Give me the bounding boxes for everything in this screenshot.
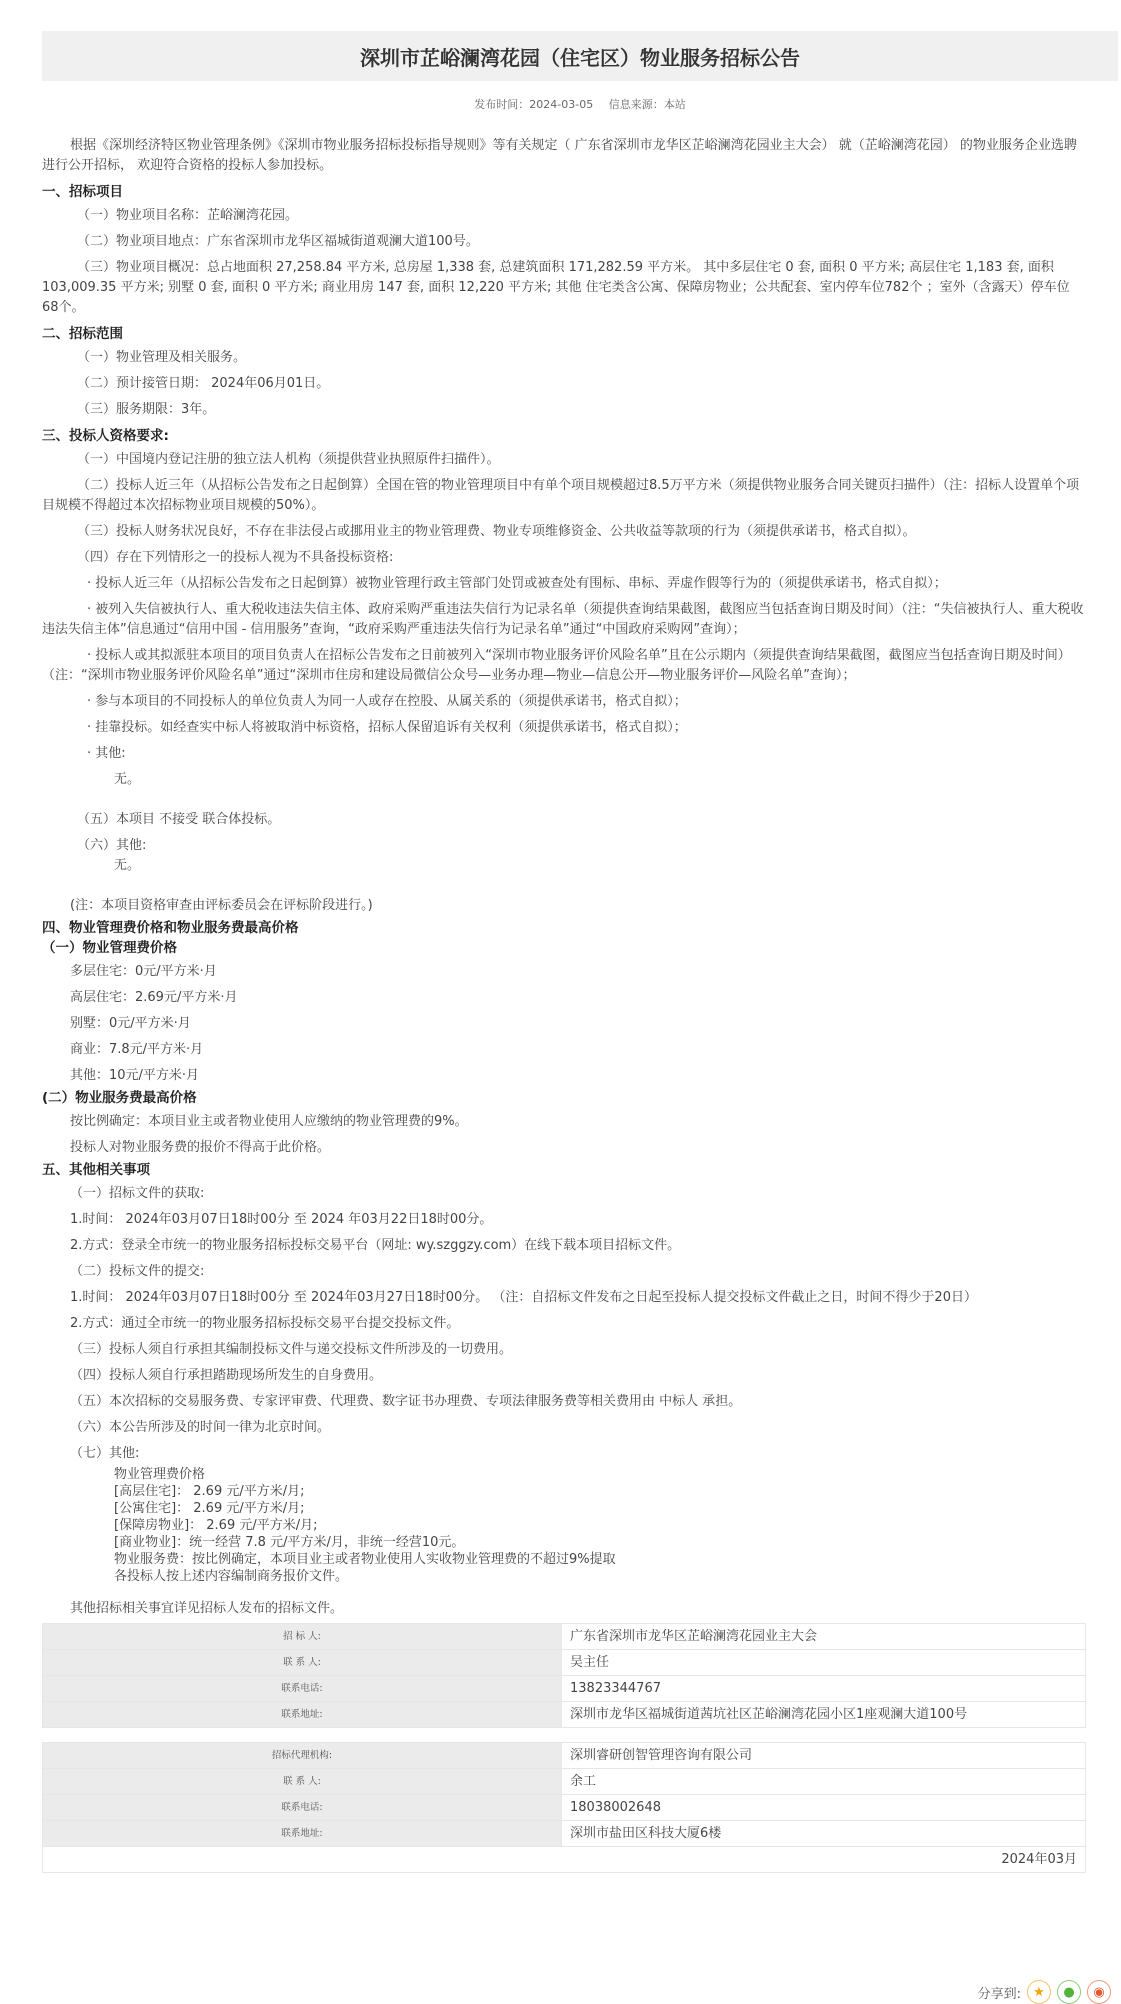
- article-body: [42, 136, 1086, 1873]
- row-value: 余工: [562, 1769, 1086, 1795]
- table-row: [43, 1702, 1086, 1728]
- section-heading-1: 一、招标项目: [42, 184, 123, 200]
- disqualify-bullet: · 挂靠投标。如经查实中标人将被取消中标资格，招标人保留追诉有关权利（须提供承诺书，格式自拟）；: [87, 720, 687, 735]
- row-label: 联 系 人:: [43, 1650, 562, 1676]
- other-line: [公寓住宅]： 2.69 元/平方米/月;: [114, 1501, 305, 1516]
- section-heading-5: 五、其他相关事项: [42, 1162, 150, 1178]
- other-line: [高层住宅]： 2.69 元/平方米/月;: [114, 1484, 305, 1499]
- service-fee-text: 投标人对物业服务费的报价不得高于此价格。: [70, 1140, 331, 1155]
- row-value: 18038002648: [562, 1795, 1086, 1821]
- article-meta: [42, 96, 1118, 112]
- sec5-item: （四）投标人须自行承担踏勘现场所发生的自身费用。: [70, 1368, 383, 1383]
- info-source: 信息来源：本站: [608, 98, 686, 111]
- disqualify-bullet: · 被列入失信被执行人、重大税收违法失信主体、政府采购严重违法失信行为记录名单（须提供查询结果截图，截图应当包括查询日期及时间）（注：“失信被执行人、重大税收违法失信主体”信息通过“信用中国 - 信用服务”查询，“政府采购严重违法失信行为记录名单”通过“中国政府采购网”查询）；: [42, 602, 1084, 637]
- get-docs-time: 1.时间： 2024年03月07日18时00分 至 2024 年03月22日18时00分。: [70, 1212, 493, 1227]
- sec2-item: （一）物业管理及相关服务。: [77, 350, 247, 365]
- star-icon: ★: [1033, 1984, 1045, 2000]
- other-none: 无。: [114, 772, 141, 787]
- sec5-item: （三）投标人须自行承担其编制投标文件与递交投标文件所涉及的一切费用。: [70, 1342, 513, 1357]
- table-row: [43, 1769, 1086, 1795]
- other-line: [保障房物业]： 2.69 元/平方米/月;: [114, 1518, 318, 1533]
- price-item: 多层住宅：0元/平方米·月: [70, 964, 217, 979]
- row-value: 深圳睿研创智管理咨询有限公司: [562, 1743, 1086, 1769]
- sec5-item: （七）其他:: [70, 1446, 140, 1461]
- sec2-item: （二）预计接管日期： 2024年06月01日。: [77, 376, 330, 391]
- announcement-date: 2024年03月: [43, 1847, 1086, 1873]
- other-line: 物业管理费价格: [114, 1467, 206, 1482]
- price-item: 其他：10元/平方米·月: [70, 1068, 200, 1083]
- table-row: [43, 1676, 1086, 1702]
- get-docs-method: 2.方式：登录全市统一的物业服务招标投标交易平台（网址: wy.szggzy.com）在线下载本项目招标文件。: [70, 1238, 681, 1253]
- sec3-item: （六）其他:: [77, 838, 147, 853]
- other-line: 物业服务费：按比例确定，本项目业主或者物业使用人实收物业管理费的不超过9%提取: [114, 1552, 616, 1567]
- row-label: 联系电话:: [43, 1676, 562, 1702]
- disqualify-bullet: · 其他:: [87, 746, 126, 761]
- other-line: [商业物业]：统一经营 7.8 元/平方米/月，非统一经营10元。: [114, 1535, 465, 1550]
- sec3-item: （二）投标人近三年（从招标公告发布之日起倒算）全国在管的物业管理项目中有单个项目规模超过8.5万平方米（须提供物业服务合同关键页扫描件）（注：招标人设置单个项目规模不得超过本次招标物业项目规模的50%）。: [42, 478, 1080, 513]
- share-weibo-button[interactable]: [1087, 1980, 1111, 2004]
- sec5-item: （六）本公告所涉及的时间一律为北京时间。: [70, 1420, 331, 1435]
- price-item: 高层住宅：2.69元/平方米·月: [70, 990, 238, 1005]
- submit-heading: （二）投标文件的提交:: [70, 1264, 205, 1279]
- get-docs-heading: （一）招标文件的获取:: [70, 1186, 205, 1201]
- row-label: 联系地址:: [43, 1702, 562, 1728]
- agent-table: [42, 1742, 1086, 1873]
- table-row: [43, 1743, 1086, 1769]
- row-value: 13823344767: [562, 1676, 1086, 1702]
- sec5-item: （五）本次招标的交易服务费、专家评审费、代理费、数字证书办理费、专项法律服务费等相关费用由 中标人 承担。: [70, 1394, 742, 1409]
- qualification-note: (注：本项目资格审查由评标委员会在评标阶段进行。): [70, 898, 373, 913]
- row-value: 吴主任: [562, 1650, 1086, 1676]
- section-heading-2: 二、招标范围: [42, 326, 123, 342]
- price-item: 商业：7.8元/平方米·月: [70, 1042, 204, 1057]
- table-row: [43, 1650, 1086, 1676]
- submit-time: 1.时间： 2024年03月07日18时00分 至 2024年03月27日18时00分。 （注：自招标文件发布之日起至投标人提交投标文件截止之日，时间不得少于20日）: [70, 1290, 977, 1305]
- share-bar: [978, 1980, 1111, 2004]
- wechat-icon: ●: [1063, 1984, 1075, 2000]
- sec3-item: （五）本项目 不接受 联合体投标。: [77, 812, 281, 827]
- other-line: 各投标人按上述内容编制商务报价文件。: [114, 1569, 349, 1584]
- service-fee-text: 按比例确定：本项目业主或者物业使用人应缴纳的物业管理费的9%。: [70, 1114, 468, 1129]
- sec3-item: （三）投标人财务状况良好，不存在非法侵占或挪用业主的物业管理费、物业专项维修资金、公共收益等款项的行为（须提供承诺书，格式自拟）。: [77, 524, 916, 539]
- sec1-item: （一）物业项目名称：芷峪澜湾花园。: [77, 208, 299, 223]
- row-label: 联系地址:: [43, 1821, 562, 1847]
- intro-paragraph: 根据《深圳经济特区物业管理条例》《深圳市物业服务招标投标指导规则》等有关规定（ 广东省深圳市龙华区芷峪澜湾花园业主大会） 就（芷峪澜湾花园） 的物业服务企业选聘进行公开招标， 欢迎符合资格的投标人参加投标。: [42, 138, 1077, 173]
- row-value: 深圳市盐田区科技大厦6楼: [562, 1821, 1086, 1847]
- title-bar: [42, 31, 1118, 81]
- row-value: 广东省深圳市龙华区芷峪澜湾花园业主大会: [562, 1624, 1086, 1650]
- row-value: 深圳市龙华区福城街道茜坑社区芷峪澜湾花园小区1座观澜大道100号: [562, 1702, 1086, 1728]
- publish-time: 发布时间：2024-03-05: [474, 98, 594, 111]
- submit-method: 2.方式：通过全市统一的物业服务招标投标交易平台提交投标文件。: [70, 1316, 460, 1331]
- disqualify-bullet: · 投标人近三年（从招标公告发布之日起倒算）被物业管理行政主管部门处罚或被查处有围标、串标、弄虚作假等行为的（须提供承诺书，格式自拟）；: [87, 576, 947, 591]
- disqualify-bullet: · 投标人或其拟派驻本项目的项目负责人在招标公告发布之日前被列入“深圳市物业服务评价风险名单”且在公示期内（须提供查询结果截图，截图应当包括查询日期及时间）（注：“深圳市物业服务评价风险名单”通过“深圳市住房和建设局微信公众号—业务办理—物业—信息公开—物业服务评价—风险名单”查询）；: [42, 648, 1071, 683]
- sec2-item: （三）服务期限：3年。: [77, 402, 216, 417]
- row-label: 招标代理机构:: [43, 1743, 562, 1769]
- subheading-mgmt-fee: （一）物业管理费价格: [42, 940, 177, 956]
- tenderer-table: [42, 1623, 1086, 1728]
- page-title: 深圳市芷峪澜湾花园（住宅区）物业服务招标公告: [360, 45, 800, 70]
- share-label: 分享到:: [977, 1986, 1021, 2002]
- share-qzone-button[interactable]: [1027, 1980, 1051, 2004]
- table-row: [43, 1795, 1086, 1821]
- table-row: [43, 1821, 1086, 1847]
- subheading-service-fee: (二）物业服务费最高价格: [42, 1090, 197, 1106]
- section-heading-4: 四、物业管理费价格和物业服务费最高价格: [42, 920, 299, 936]
- row-label: 联系电话:: [43, 1795, 562, 1821]
- row-label: 联 系 人:: [43, 1769, 562, 1795]
- sec1-item: （三）物业项目概况：总占地面积 27,258.84 平方米, 总房屋 1,338 套, 总建筑面积 171,282.59 平方米。 其中多层住宅 0 套, 面积 0 平方米; 高层住宅 1,183 套, 面积 103,009.35 平方米; 别墅 0 套, 面积 0 平方米; 商业用房 147 套, 面积 12,220 平方米; 其他 住宅类含公寓、保障房物业；公共配套、室内停车位782个 ；室外（含露天）停车位68个。: [42, 260, 1070, 315]
- sec3-item: （四）存在下列情形之一的投标人视为不具备投标资格:: [77, 550, 394, 565]
- table-row: [43, 1624, 1086, 1650]
- sec1-item: （二）物业项目地点：广东省深圳市龙华区福城街道观澜大道100号。: [77, 234, 479, 249]
- sec3-item: （一）中国境内登记注册的独立法人机构（须提供营业执照原件扫描件）。: [77, 452, 500, 467]
- row-label: 招 标 人:: [43, 1624, 562, 1650]
- section-heading-3: 三、投标人资格要求:: [42, 428, 169, 444]
- disqualify-bullet: · 参与本项目的不同投标人的单位负责人为同一人或存在控股、从属关系的（须提供承诺书，格式自拟）；: [87, 694, 687, 709]
- weibo-icon: ◉: [1093, 1984, 1105, 2000]
- share-wechat-button[interactable]: [1057, 1980, 1081, 2004]
- table-row: [43, 1847, 1086, 1873]
- price-item: 别墅：0元/平方米·月: [70, 1016, 191, 1031]
- other-none: 无。: [114, 858, 141, 873]
- closing-note: 其他招标相关事宜详见招标人发布的招标文件。: [70, 1601, 344, 1616]
